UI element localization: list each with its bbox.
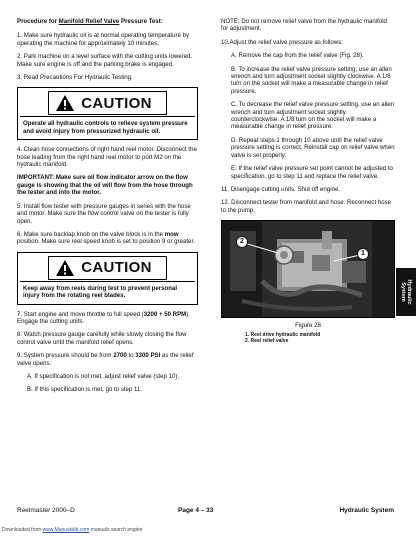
section-tab bbox=[396, 268, 416, 316]
step-9 bbox=[17, 352, 198, 367]
step-10a: A. Remove the cap from the relief valve (Fig. 28). bbox=[231, 52, 364, 60]
manualslib-link[interactable]: www.Manualslib.com bbox=[42, 527, 90, 533]
caution-text: Keep away from reels during test to prevent personal injury from the rotating reel blades. bbox=[23, 284, 178, 300]
step-8: 8. Watch pressure gauge carefully while slowly closing the flow control valve until the manifold relief opens. bbox=[17, 331, 187, 346]
heading-underlined: Manifold Relief Valve bbox=[58, 18, 120, 25]
caution-title: CAUTION bbox=[81, 94, 152, 112]
step-9-to: to bbox=[126, 352, 136, 360]
step-9-text-end: as the relief valve opens. bbox=[17, 352, 194, 367]
caution-header bbox=[20, 90, 195, 117]
step-9a: A. If specification is not met, adjust relief valve (step 10). bbox=[27, 372, 180, 380]
download-suffix: manuals search engine bbox=[89, 527, 143, 533]
step-11: 11. Disengage cutting units. Shut off engine. bbox=[221, 185, 341, 193]
step-7-text-end: ). Engage the cutting units. bbox=[17, 310, 190, 325]
download-prefix: Downloaded from bbox=[2, 527, 43, 533]
warning-triangle-icon bbox=[55, 259, 75, 277]
step-6 bbox=[17, 231, 198, 246]
step-3: 3. Read Precautions For Hydraulic Testing. bbox=[17, 74, 133, 82]
step-7-text: 7. Start engine and move throttle to full speed ( bbox=[17, 310, 144, 318]
step-2: 2. Park machine on a level surface with the cutting units lowered. Make sure engine is off and the parking brake is engaged. bbox=[17, 53, 193, 68]
step-5: 5. Install flow tester with pressure gauges in series with the hose and motor. Make sure the flow control valve on the tester is fully open. bbox=[17, 202, 191, 225]
step-6-bold: mow bbox=[164, 230, 179, 238]
caution-text: Operate all hydraulic controls to relieve system pressure and avoid injury from pressurized hydraulic oil. bbox=[23, 120, 188, 135]
caution-banner bbox=[48, 91, 166, 115]
caution-box-reels bbox=[17, 252, 198, 305]
step-10e: E. If the relief valve pressure set point cannot be adjusted to specification, go to step 11 and replace the relief valve. bbox=[231, 165, 393, 180]
step-10b: B. To increase the relief valve pressure setting, use an allen wrench and turn adjustment socket slightly clockwise. A 1/8 turn on the socket will make a measurable change in relief pressure. bbox=[231, 65, 392, 95]
figure-caption: Figure 28 bbox=[295, 322, 321, 330]
caution-title: CAUTION bbox=[81, 259, 152, 277]
step-9-max: 3300 PSI bbox=[135, 352, 161, 360]
step-12: 12. Disconnect tester from manifold and hose. Reconnect hose to the pump. bbox=[221, 199, 392, 214]
tab-line-1: Hydraulic bbox=[406, 279, 412, 305]
callout-2: 2 bbox=[240, 238, 244, 246]
legend-item-1: 1. Reel drive hydraulic manifold bbox=[245, 331, 321, 338]
heading-prefix: Procedure for bbox=[17, 18, 59, 25]
figure-legend bbox=[221, 332, 395, 344]
step-9b: B. If this specification is met, go to step 11. bbox=[27, 386, 143, 394]
step-10d: D. Repeat steps 1 through 10 above until the relief valve pressure setting is correct. Reinstall cap on relief valve when valve is set properly. bbox=[231, 136, 395, 159]
footer-model: Reelmaster 2000–D bbox=[17, 507, 75, 514]
note: NOTE: Do not remove relief valve from the hydraulic manifold for adjustment. bbox=[221, 18, 387, 33]
footer-section: Hydraulic System bbox=[339, 507, 394, 514]
procedure-heading bbox=[17, 18, 198, 25]
step-7 bbox=[17, 311, 198, 326]
important-note: IMPORTANT: Make sure oil flow indicator arrow on the flow gauge is showing that the oil will flow from the hose through the tester and into the motor. bbox=[17, 174, 193, 197]
warning-triangle-icon bbox=[55, 94, 75, 112]
step-6-text: 6. Make sure backlap knob on the valve block is in the bbox=[17, 230, 165, 238]
step-4: 4. Clean hose connections of right hand reel motor. Disconnect the hose leading from the right hand reel motor to port M2 on the hydraulic manifold. bbox=[17, 146, 197, 169]
step-7-rpm: 3200 + 50 RPM bbox=[143, 310, 187, 318]
step-10c: C. To decrease the relief valve pressure setting, use an allen wrench and turn adjustment socket slightly counterclockwise. A 1/8 turn on the socket will make a measurable change in relief pressure. bbox=[231, 101, 395, 131]
step-1: 1. Make sure hydraulic oil is at normal operating temperature by operating the machine for approximately 10 minutes. bbox=[17, 32, 190, 47]
caution-header bbox=[20, 255, 195, 282]
step-9-text: 9. System pressure should be from bbox=[17, 352, 114, 360]
manifold-photo bbox=[222, 221, 394, 317]
download-note bbox=[2, 527, 142, 533]
step-6-text-end: position. Make sure reel speed knob is set to position 9 or greater. bbox=[17, 238, 195, 246]
left-column bbox=[17, 18, 198, 400]
figure-28-photo bbox=[221, 220, 395, 318]
legend-item-2: 2. Reel relief valve bbox=[245, 337, 289, 344]
heading-suffix: Pressure Test: bbox=[119, 18, 163, 25]
callout-1: 1 bbox=[361, 250, 365, 258]
tab-line-2: System bbox=[400, 282, 406, 302]
step-9-min: 2700 bbox=[113, 352, 127, 360]
caution-box-pressure bbox=[17, 87, 198, 140]
caution-banner bbox=[48, 256, 166, 280]
footer-page-number: Page 4 – 33 bbox=[178, 507, 214, 514]
step-10: 10.Adjust the relief valve pressure as follows: bbox=[221, 38, 343, 46]
right-column bbox=[221, 18, 395, 344]
section-tab-label bbox=[400, 279, 412, 304]
